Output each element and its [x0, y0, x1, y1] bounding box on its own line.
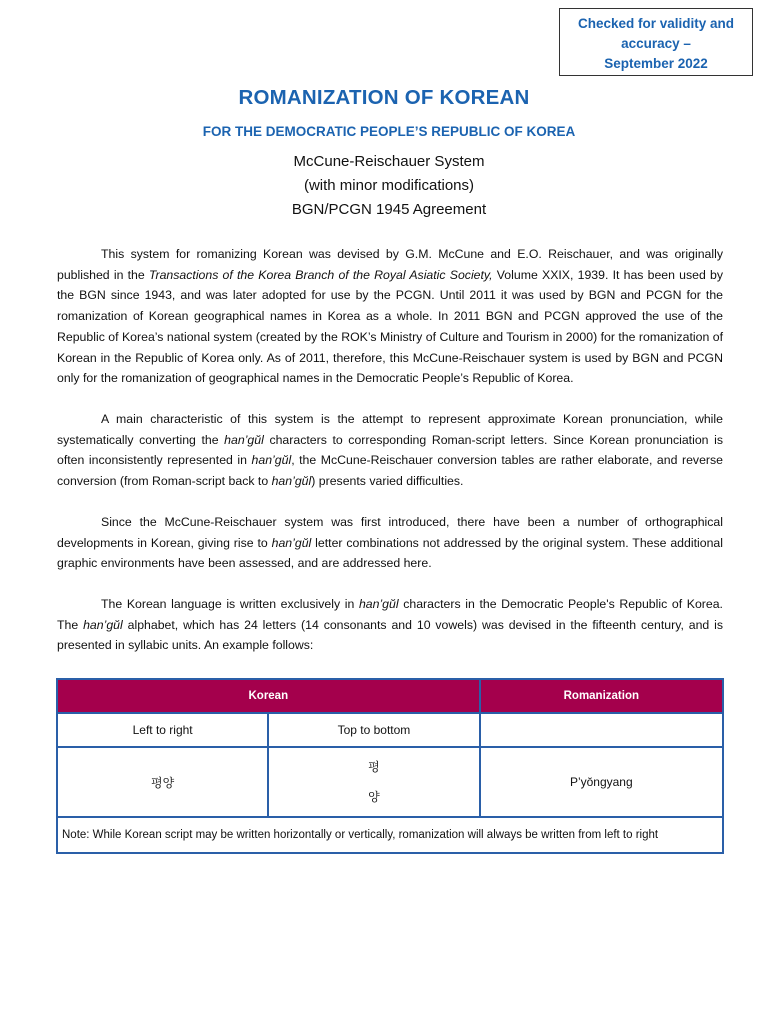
stamp-line-3: September 2022 — [604, 56, 708, 71]
hangul-vertical-1: 평 — [368, 760, 380, 774]
page-title: ROMANIZATION OF KOREAN — [238, 86, 530, 109]
language-paragraph: The Korean language is written exclusively in han’gŭl characters in the Democratic People's Republic of Korea. The han’gŭl alphabet, which has 24 letters (14 consonants and 10 vowels) was devised in the fifteenth century, and is presented in syllabic units. An example follows: — [57, 597, 724, 653]
journal-title: Transactions of the Korea Branch of the Royal Asiatic Society, — [148, 267, 493, 282]
system-modifications: (with minor modifications) — [303, 177, 475, 194]
subheader-left-to-right: Left to right — [57, 713, 268, 747]
characteristics-paragraph: A main characteristic of this system is the attempt to represent approximate Korean pronunciation, while systematically converting the han’gŭl characters to corresponding Roman-script letters. Since Korean pronunciation is often inconsistently represented in han’gŭl, the McCune-Reischauer conversion tables are rather elaborate, and reverse conversion (from Roman-script back to han’gŭl) presents varied difficulties. — [57, 412, 723, 489]
romanized-name: P’yŏngyang — [480, 747, 723, 817]
stamp-line-1: Checked for validity and — [577, 16, 735, 31]
system-name: McCune-Reischauer System — [293, 153, 485, 170]
hangul-vertical-2: 양 — [368, 790, 380, 804]
header-romanization: Romanization — [480, 679, 723, 713]
header-korean: Korean — [57, 679, 480, 713]
stamp-line-2: accuracy – — [621, 36, 691, 51]
example-table — [56, 678, 724, 854]
table-note: Note: While Korean script may be written horizontally or vertically, romanization will always be written from left to right — [57, 817, 723, 853]
hangul-horizontal: 평양 — [57, 747, 268, 817]
page-subtitle: FOR THE DEMOCRATIC PEOPLE’S REPUBLIC OF KOREA — [202, 124, 576, 139]
intro-paragraph: This system for romanizing Korean was devised by G.M. McCune and E.O. Reischauer, and was originally published in the Transactions of the Korea Branch of the Royal Asiatic Society, Volume XXIX, 1939. It has been used by the BGN since 1943, and was later adopted for use by the PCGN. Until 2011 it was used by BGN and PCGN for the romanization of Korean geographical names in Korea as a whole. In 2011 BGN and PCGN approved the use of the Republic of Korea’s national system (created by the ROK’s Ministry of Culture and Tourism in 2000) for the romanization of Korean in the Republic of Korea only. As of 2011, therefore, this McCune-Reischauer system is used by BGN and PCGN only for the romanization of geographical names in the Democratic People’s Republic of Korea. — [57, 247, 724, 386]
validity-stamp — [559, 8, 753, 76]
subheader-empty — [480, 713, 723, 747]
subheader-top-to-bottom: Top to bottom — [268, 713, 479, 747]
developments-paragraph: Since the McCune-Reischauer system was first introduced, there have been a number of orthographical developments in Korean, giving rise to han’gŭl letter combinations not addressed by the original system. These additional graphic environments have been assessed, and are addressed here. — [57, 515, 723, 571]
system-agreement: BGN/PCGN 1945 Agreement — [291, 201, 487, 218]
hangul-vertical — [268, 747, 479, 817]
